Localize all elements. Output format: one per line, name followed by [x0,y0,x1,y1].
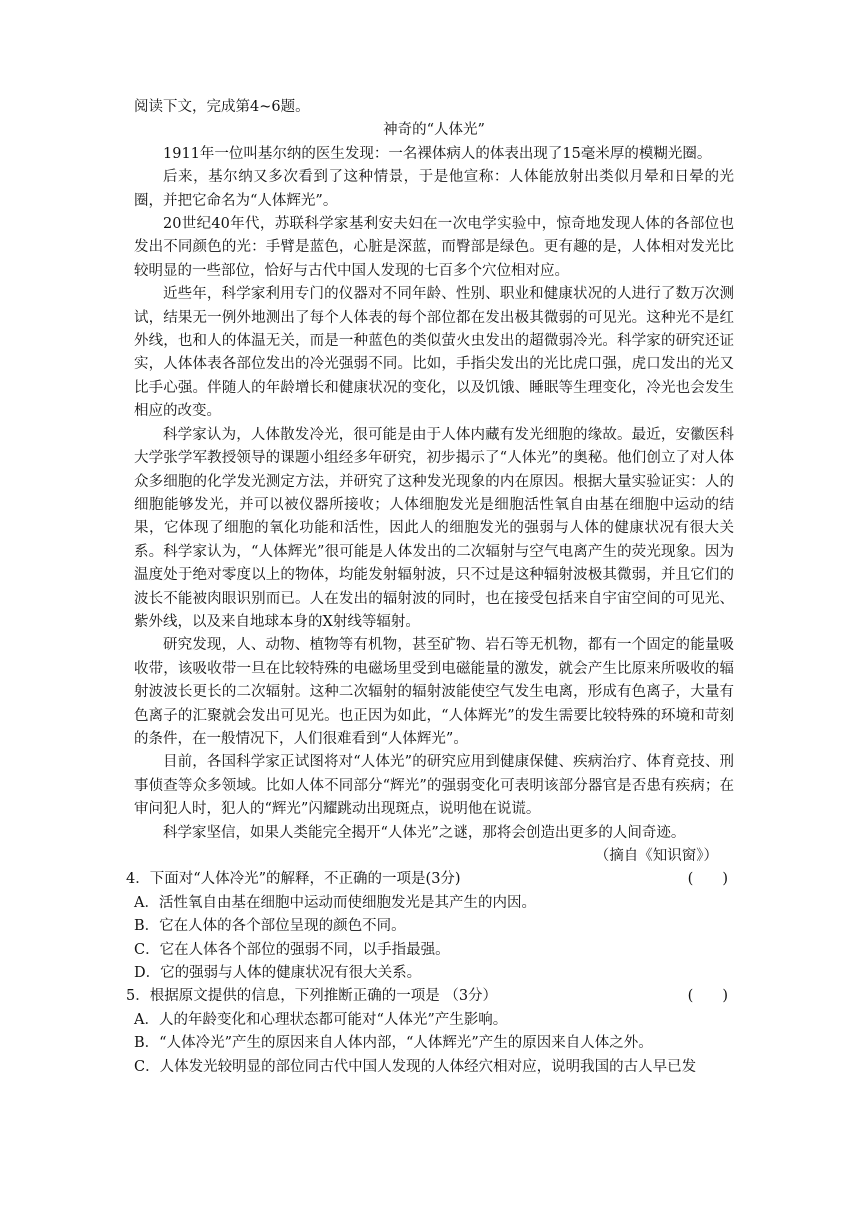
question-4-option-d: D．它的强弱与人体的健康状况有很大关系。 [134,965,422,982]
question-4-stem: 4．下面对“人体冷光”的解释，不正确的一项是(3分) [126,871,461,888]
article-paragraph-2: 后来，基尔纳又多次看到了这种情景，于是他宣称：人体能放射出类似月晕和日晕的光圈，并把它命名为“人体辉光”。 [134,169,734,209]
question-5-answer-blank: ( ) [687,988,728,1005]
article-title: 神奇的“人体光” [383,122,485,139]
reading-instruction: 阅读下文，完成第4~6题。 [134,99,310,115]
article-paragraph-1: 1911年一位叫基尔纳的医生发现：一名裸体病人的体表出现了15毫米厚的模糊光圈。 [163,145,712,162]
question-5-option-a: A．人的年龄变化和心理状态都可能对“人体光”产生影响。 [134,1011,508,1028]
question-5-option-b: B．“人体冷光”产生的原因来自人体内部，“人体辉光”产生的原因来自人体之外。 [134,1035,653,1052]
article-paragraph-3: 20世纪40年代，苏联科学家基利安夫妇在一次电学实验中，惊奇地发现人体的各部位也发出不同颜色的光：手臂是蓝色，心脏是深蓝，而臀部是绿色。更有趣的是，人体相对发光比较明显的一些部位，恰好与古代中国人发现的七百多个穴位相对应。 [134,216,734,279]
question-4-option-b: B．它在人体的各个部位呈现的颜色不同。 [134,918,406,935]
article-paragraph-7: 目前，各国科学家正试图将对“人体光”的研究应用到健康保健、疾病治疗、体育竞技、刑事侦查等众多领域。比如人体不同部分“辉光”的强弱变化可表明该部分器官是否患有疾病；在审问犯人时，犯人的“辉光”闪耀跳动出现斑点，说明他在说谎。 [134,754,734,818]
article-paragraph-5: 科学家认为，人体散发冷光，很可能是由于人体内藏有发光细胞的缘故。最近，安徽医科大学张学军教授领导的课题小组经多年研究，初步揭示了“人体光”的奥秘。他们创立了对人体众多细胞的化学发光测定方法，并研究了这种发光现象的内在原因。根据大量实验证实：人的细胞能够发光，并可以被仪器所接收；人体细胞发光是细胞活性氧自由基在细胞中运动的结果，它体现了细胞的氧化功能和活性，因此人的细胞发光的强弱与人体的健康状况有很大关系。科学家认为，“人体辉光”很可能是人体发出的二次辐射与空气电离产生的荧光现象。因为温度处于绝对零度以上的物体，均能发射辐射波，只不过是这种辐射波极其微弱，并且它们的波长不能被肉眼识别而已。人在发出的辐射波的同时，也在接受包括来自宇宙空间的可见光、紫外线，以及来自地球本身的X射线等辐射。 [134,426,734,630]
article-paragraph-8: 科学家坚信，如果人类能完全揭开“人体光”之谜，那将会创造出更多的人间奇迹。 [163,824,686,841]
question-5-stem: 5．根据原文提供的信息，下列推断正确的一项是 （3分） [126,988,498,1005]
reading-section [126,96,734,1079]
question-4-option-a: A．活性氧自由基在细胞中运动而使细胞发光是其产生的内因。 [134,894,536,911]
question-5-option-c: C．人体发光较明显的部位同古代中国人发现的人体经穴相对应，说明我国的古人早已发 [134,1058,697,1075]
article-source: （摘自《知识窗》） [594,848,718,864]
question-5 [126,985,734,1008]
article-paragraph-6: 研究发现，人、动物、植物等有机物，甚至矿物、岩石等无机物，都有一个固定的能量吸收带，该吸收带一旦在比较特殊的电磁场里受到电磁能量的激发，就会产生比原来所吸收的辐射波波长更长的二次辐射。这种二次辐射的辐射波能使空气发生电离，形成有色离子，大量有色离子的汇聚就会发出可见光。也正因为如此，“人体辉光”的发生需要比较特殊的环境和苛刻的条件，在一般情况下，人们很难看到“人体辉光”。 [134,637,734,747]
question-4-answer-blank: ( ) [687,871,728,888]
question-4-option-c: C．它在人体各个部位的强弱不同，以手指最强。 [134,941,450,958]
article-paragraph-4: 近些年，科学家利用专门的仪器对不同年龄、性别、职业和健康状况的人进行了数万次测试，结果无一例外地测出了每个人体表的每个部位都在发出极其微弱的可见光。这种光不是红外线，也和人的体温无关，而是一种蓝色的类似萤火虫发出的超微弱冷光。科学家的研究还证实，人体体表各部位发出的冷光强弱不同。比如，手指尖发出的光比虎口强，虎口发出的光又比手心强。伴随人的年龄增长和健康状况的变化，以及饥饿、睡眠等生理变化，冷光也会发生相应的改变。 [134,286,734,420]
question-4 [126,868,734,891]
